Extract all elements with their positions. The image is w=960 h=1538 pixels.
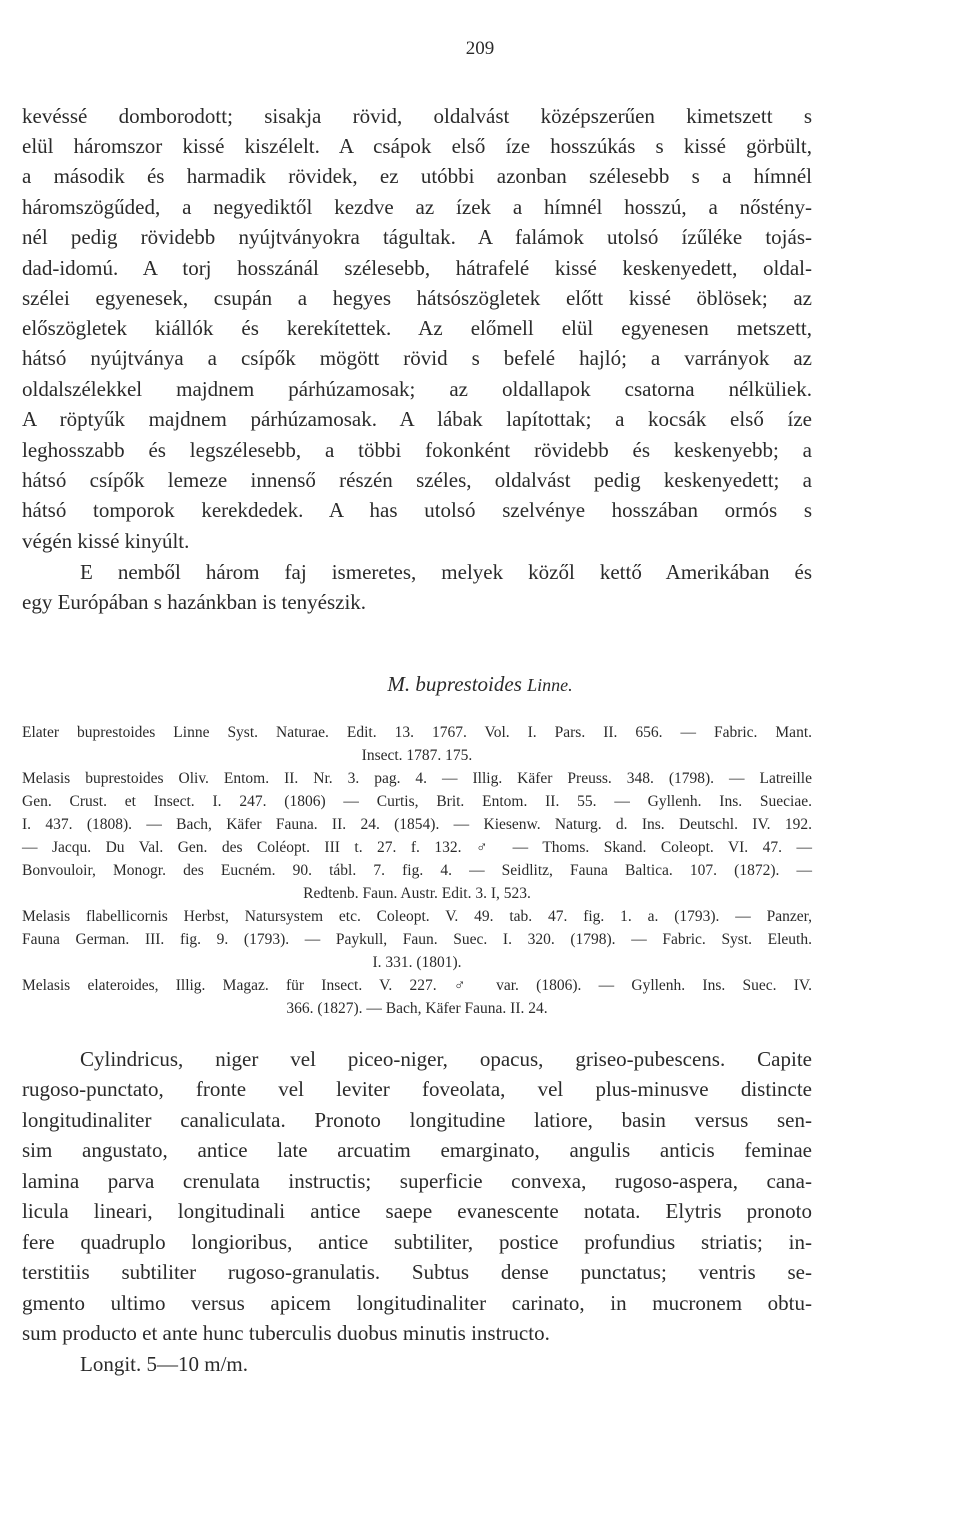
description-line: Cylindricus, niger vel piceo-niger, opacus, griseo-pubescens. Capite: [80, 1047, 812, 1071]
synonymy-line: Redtenb. Faun. Austr. Edit. 3. I, 523.: [303, 885, 531, 902]
paragraph-line: a második és harmadik rövidek, ez utóbbi azonban szélesebb s a hímnél: [22, 164, 812, 188]
description-line: terstitiis subtiliter rugoso-granulatis. Subtus dense punctatus; ventris se-: [22, 1260, 812, 1284]
description-line: gmento ultimo versus apicem longitudinaliter carinato, in mucronem obtu-: [22, 1291, 812, 1315]
page-number: 209: [465, 38, 495, 59]
synonymy-line: Bonvouloir, Monogr. des Eucném. 90. tábl. 7. fig. 4. — Seidlitz, Fauna Baltica. 107. (1872). —: [22, 862, 812, 879]
synonymy-line: Insect. 1787. 175.: [361, 747, 473, 764]
paragraph-line: dad-idomú. A torj hosszánál szélesebb, hátrafelé kissé keskenyedett, oldal-: [22, 256, 812, 280]
description-line: rugoso-punctato, fronte vel leviter foveolata, vel plus-minusve distincte: [22, 1077, 812, 1101]
description-line: sim angustato, antice late arcuatim emarginato, angulis anticis feminae: [22, 1138, 812, 1162]
paragraph-line: végén kissé kinyúlt.: [22, 529, 190, 553]
paragraph-line: kevéssé domborodott; sisakja rövid, oldalvást középszerűen kimetszett s: [22, 104, 812, 128]
paragraph-line: E nemből három faj ismeretes, melyek közől kettő Amerikában és: [80, 560, 812, 584]
paragraph-line: előszögletek kiállók és kerekítettek. Az előmell elül egyenesen metszett,: [22, 316, 812, 340]
synonymy-line: 366. (1827). — Bach, Käfer Fauna. II. 24.: [286, 1000, 548, 1017]
paragraph-line: leghosszabb és legszélesebb, a többi fokonként rövidebb és keskenyebb; a: [22, 438, 812, 462]
paragraph-line: oldalszélekkel majdnem párhúzamosak; az oldallapok csatorna nélküliek.: [22, 377, 812, 401]
paragraph-line: szélei egyenesek, csupán a hegyes hátsószögletek előtt kissé öblösek; az: [22, 286, 812, 310]
species-name: M. buprestoides: [387, 672, 522, 696]
paragraph-line: hátsó nyújtványa a csípők mögött rövid s befelé hajló; a varrányok az: [22, 346, 812, 370]
synonymy-line: — Jacqu. Du Val. Gen. des Coléopt. III t. 27. f. 132. ♂ — Thoms. Skand. Coleopt. VI. 47. —: [22, 839, 812, 856]
paragraph-line: hátsó tomporok kerekdedek. A has utolsó szelvénye hosszában ormós s: [22, 498, 812, 522]
species-author: Linne.: [527, 675, 573, 695]
synonymy-line: I. 331. (1801).: [372, 954, 462, 971]
synonymy-line: Melasis elateroides, Illig. Magaz. für Insect. V. 227. ♂ var. (1806). — Gyllenh. Ins. Suec. IV.: [22, 977, 812, 994]
synonymy-line: Fauna German. III. fig. 9. (1793). — Paykull, Faun. Suec. I. 320. (1798). — Fabric. Syst. Eleuth.: [22, 931, 812, 948]
paragraph-line: elül háromszor kissé kiszélelt. A csápok első íze hosszúkás s kissé görbült,: [22, 134, 812, 158]
species-heading: [0, 672, 960, 697]
description-line: licula lineari, longitudinali antice saepe evanescente notata. Elytris pronoto: [22, 1199, 812, 1223]
synonymy-line: Gen. Crust. et Insect. I. 247. (1806) — Curtis, Brit. Entom. II. 55. — Gyllenh. Ins. Sueciae.: [22, 793, 812, 810]
length-line: Longit. 5—10 m/m.: [80, 1352, 248, 1376]
synonymy-line: Melasis flabellicornis Herbst, Natursystem etc. Coleopt. V. 49. tab. 47. fig. 1. a. (1793). — Panzer,: [22, 908, 812, 925]
description-line: lamina parva crenulata instructis; superficie convexa, rugoso-aspera, cana-: [22, 1169, 812, 1193]
synonymy-line: Elater buprestoides Linne Syst. Naturae. Edit. 13. 1767. Vol. I. Pars. II. 656. — Fabric. Mant.: [22, 724, 812, 741]
paragraph-line: A röptyűk majdnem párhúzamosak. A lábak lapítottak; a kocsák első íze: [22, 407, 812, 431]
synonymy-line: I. 437. (1808). — Bach, Käfer Fauna. II. 24. (1854). — Kiesenw. Naturg. d. Ins. Deutschl. IV. 192.: [22, 816, 812, 833]
paragraph-line: hátsó csípők lemeze innenső részén széles, oldalvást pedig keskenyedett; a: [22, 468, 812, 492]
paragraph-line: háromszögűded, a negyediktől kezdve az ízek a hímnél hosszú, a nőstény-: [22, 195, 812, 219]
description-line: sum producto et ante hunc tuberculis duobus minutis instructo.: [22, 1321, 550, 1345]
paragraph-line: egy Európában s hazánkban is tenyészik.: [22, 590, 367, 614]
description-line: fere quadruplo longioribus, antice subtiliter, postice profundius striatis; in-: [22, 1230, 812, 1254]
synonymy-line: Melasis buprestoides Oliv. Entom. II. Nr. 3. pag. 4. — Illig. Käfer Preuss. 348. (1798). — Latreille: [22, 770, 812, 787]
description-line: longitudinaliter canaliculata. Pronoto longitudine latiore, basin versus sen-: [22, 1108, 812, 1132]
paragraph-line: nél pedig rövidebb nyújtványokra tágultak. A falámok utolsó ízűléke tojás-: [22, 225, 812, 249]
